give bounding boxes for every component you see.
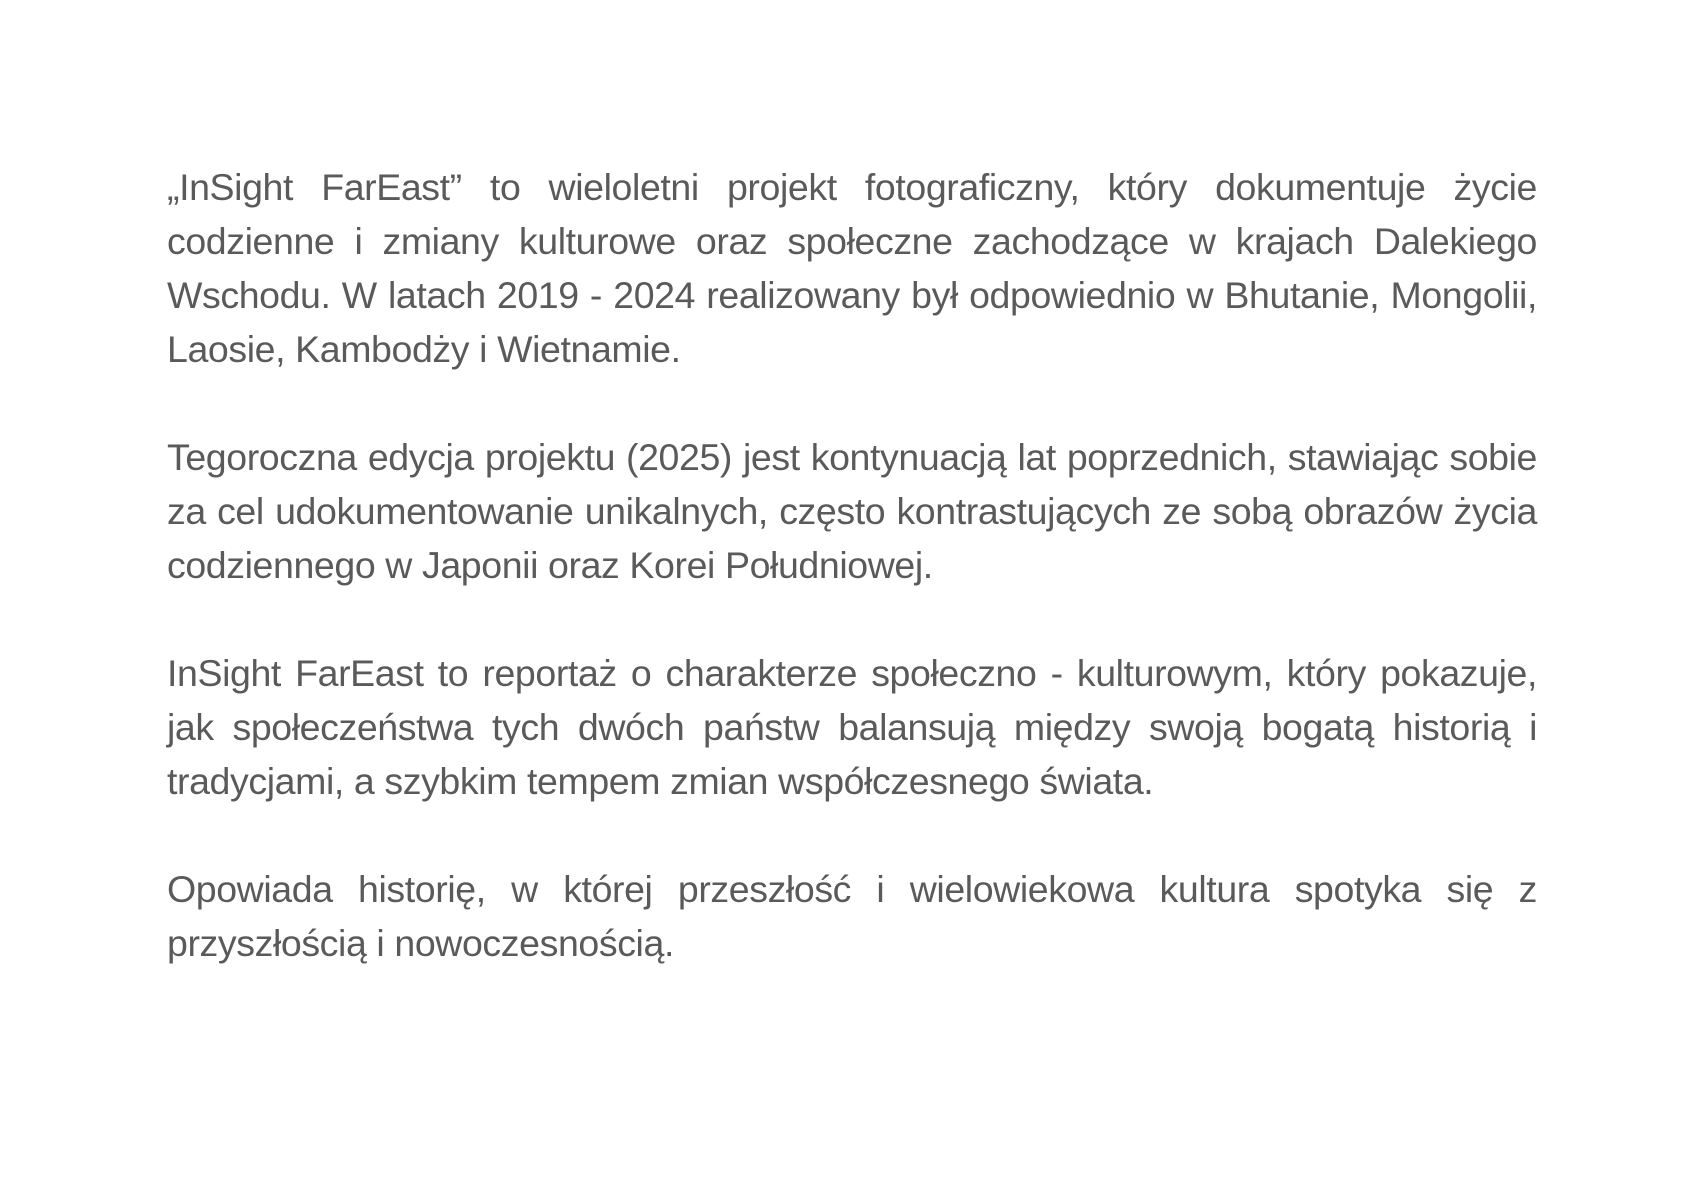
paragraph-reportage: InSight FarEast to reportaż o charakterze społeczno - kulturowym, który pokazuje, jak społeczeństwa tych dwóch państw balansują między swoją bogatą historią i tradycjami, a szybkim tempem zmian współczesnego świata. — [167, 652, 1537, 802]
paragraph-intro: „InSight FarEast” to wieloletni projekt fotograficzny, który dokumentuje życie codzienne i zmiany kulturowe oraz społeczne zachodzące w krajach Dalekiego Wschodu. W latach 2019 - 2024 realizowany był odpowiednio w Bhutanie, Mongolii, Laosie, Kambodży i Wietnamie. — [167, 166, 1537, 370]
paragraph-2025-edition: Tegoroczna edycja projektu (2025) jest kontynuacją lat poprzednich, stawiając sobie za cel udokumentowanie unikalnych, często kontrastujących ze sobą obrazów życia codziennego w Japonii oraz Korei Południowej. — [167, 436, 1537, 586]
body-text — [167, 160, 1537, 970]
paragraph-history: Opowiada historię, w której przeszłość i wielowiekowa kultura spotyka się z przyszłością i nowoczesnością. — [167, 868, 1537, 964]
